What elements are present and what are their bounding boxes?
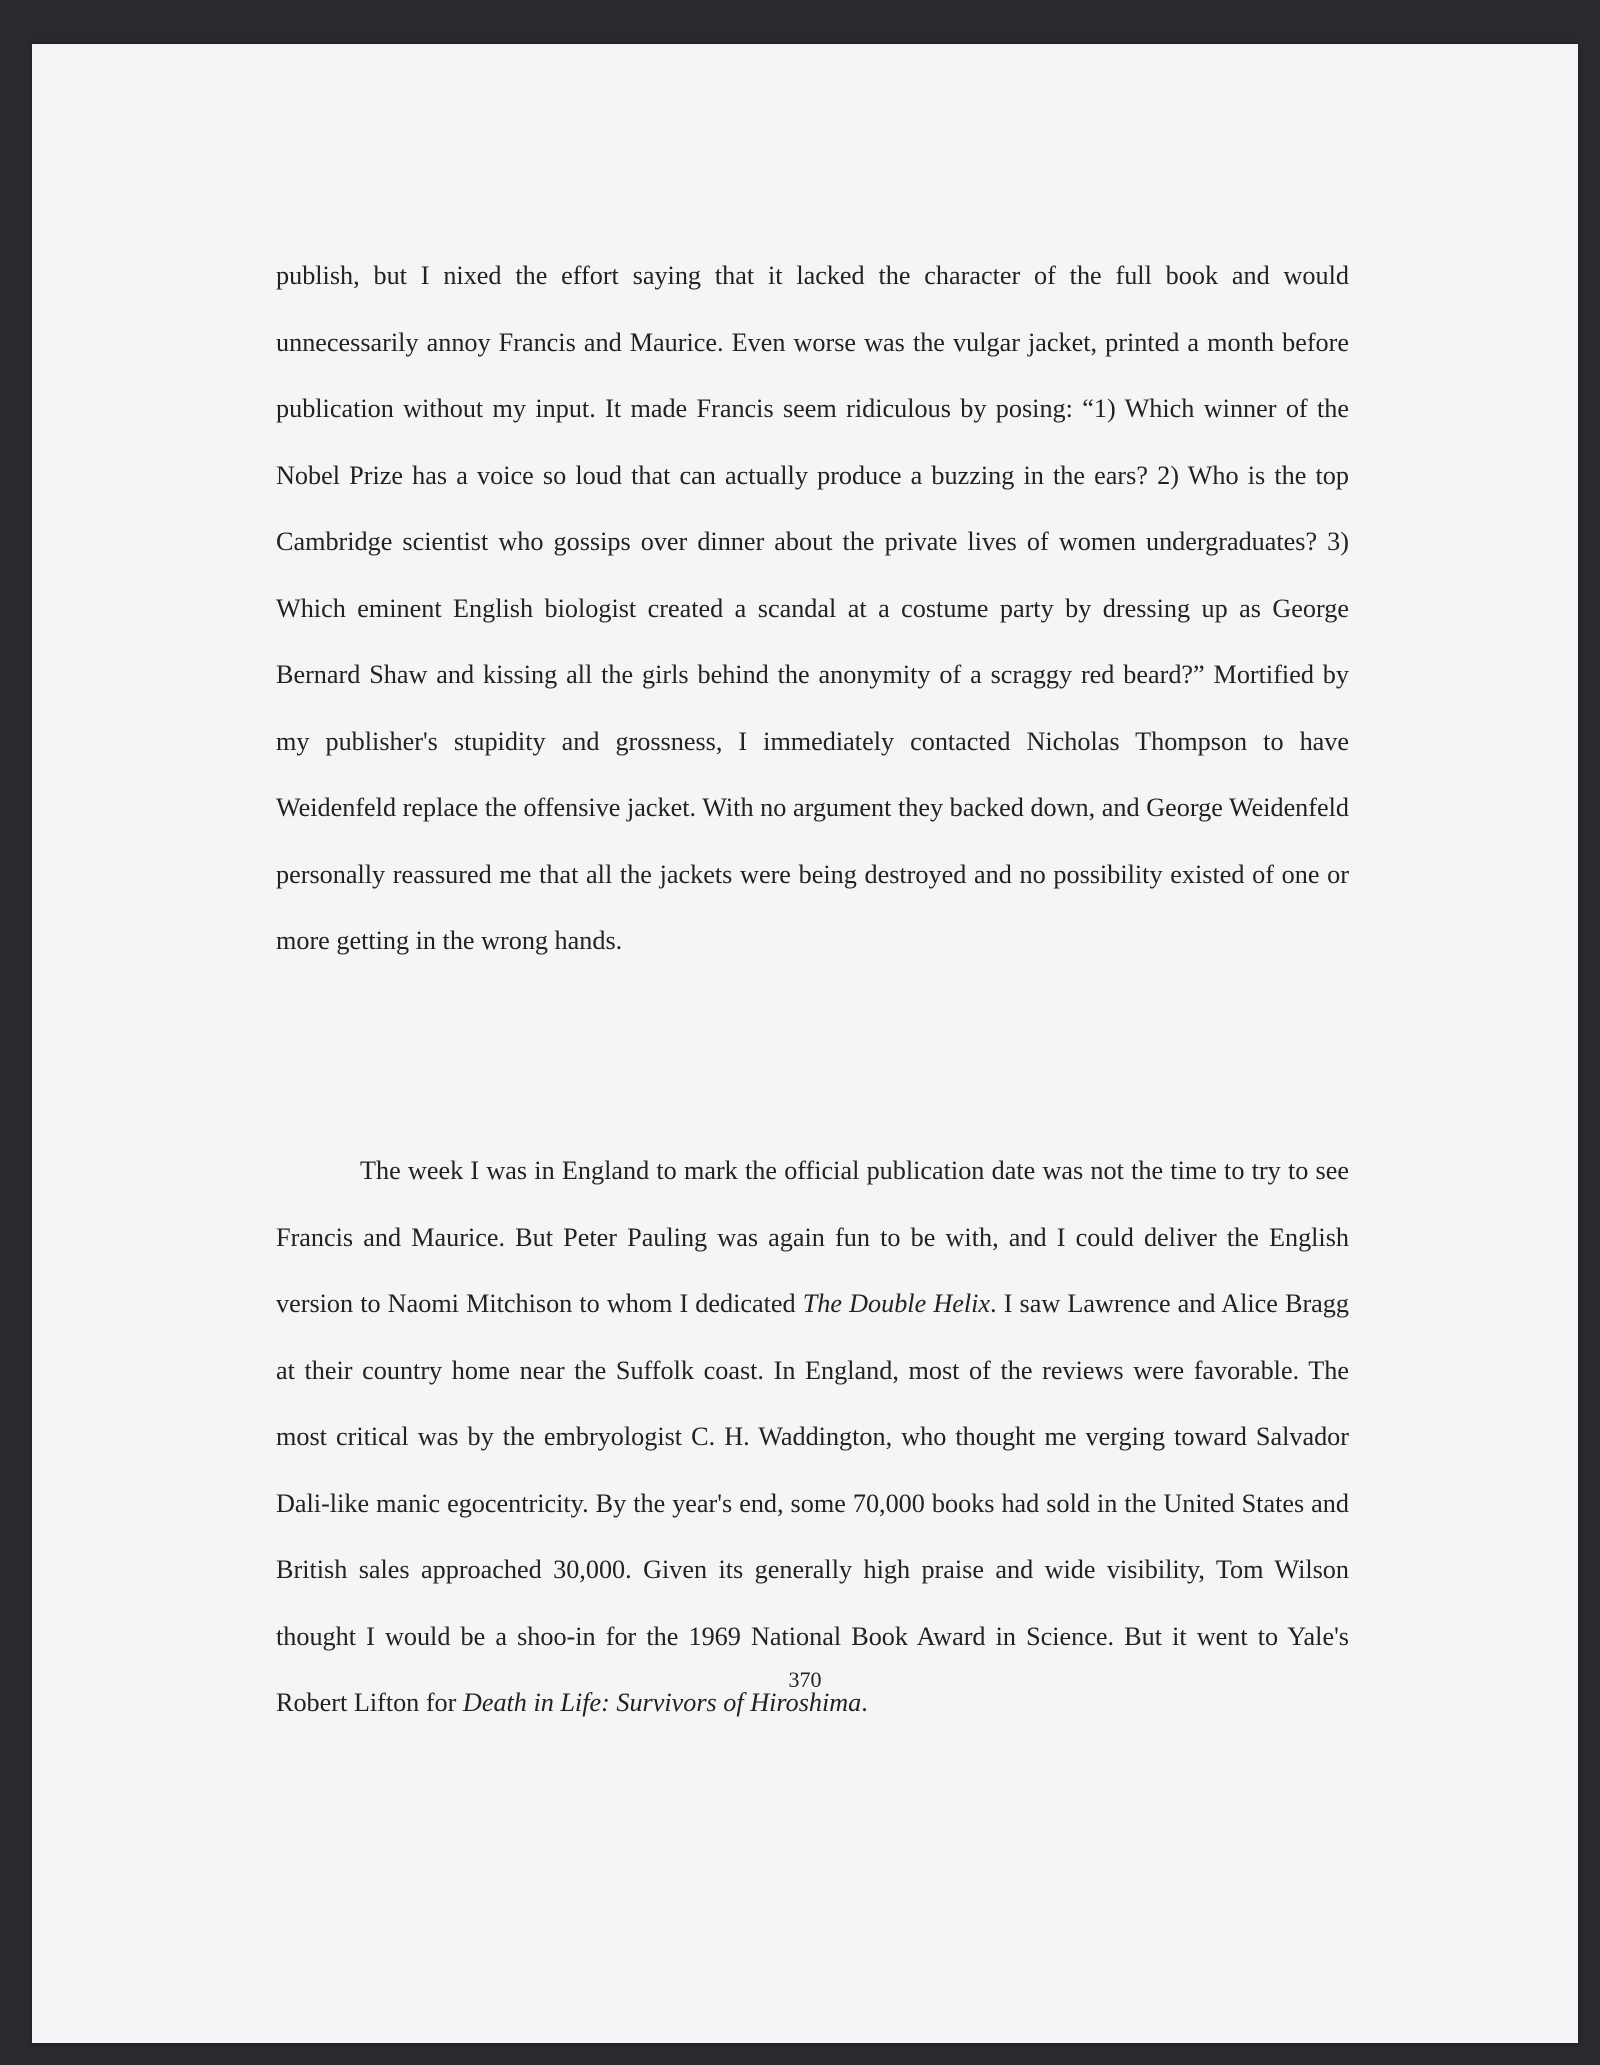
paragraph-1: publish, but I nixed the effort saying that it lacked the character of the full book and would unnecessarily annoy Francis and Maurice. Even worse was the vulgar jacket, printed a month before publication without my input. It made Francis seem ridiculous by posing: “1) Which winner of the Nobel Prize has a voice so loud that can actually produce a buzzing in the ears? 2) Who is the top Cambridge scientist who gossips over dinner about the private lives of women undergraduates? 3) Which eminent English biologist created a scandal at a costume party by dressing up as George Bernard Shaw and kissing all the girls behind the anonymity of a scraggy red beard?” Mortified by my publisher's stupidity and grossness, I immediately contacted Nicholas Thompson to have Weidenfeld replace the offensive jacket. With no argument they backed down, and George Weidenfeld personally reassured me that all the jackets were being destroyed and no possibility existed of one or more getting in the wrong hands. <box>276 261 1349 955</box>
paragraph-2-text-part-1: The week I was in England to mark the official publication date was not the time to try to see Francis and Maurice. But Peter Pauling was again fun to be with, and I could deliver the English version to Naomi Mitchison to whom I dedicated <box>276 1156 1349 1318</box>
paragraph-2 <box>276 1138 1349 1737</box>
document-page <box>32 44 1578 2043</box>
paragraph-2-text-part-2: . I saw Lawrence and Alice Bragg at their country home near the Suffolk coast. In England, most of the reviews were favorable. The most critical was by the embryologist C. H. Waddington, who thought me verging toward Salvador Dali-like manic egocentricity. By the year's end, some 70,000 books had sold in the United States and British sales approached 30,000. Given its generally high praise and wide visibility, Tom Wilson thought I would be a shoo-in for the 1969 National Book Award in Science. But it went to Yale's Robert Lifton for <box>276 1289 1349 1717</box>
book-title-death-in-life: Death in Life: Survivors of Hiroshima <box>462 1688 862 1717</box>
paragraph-2-text-part-3: . <box>861 1688 868 1717</box>
book-title-double-helix: The Double Helix <box>802 1289 991 1318</box>
page-number: 370 <box>788 1667 822 1692</box>
